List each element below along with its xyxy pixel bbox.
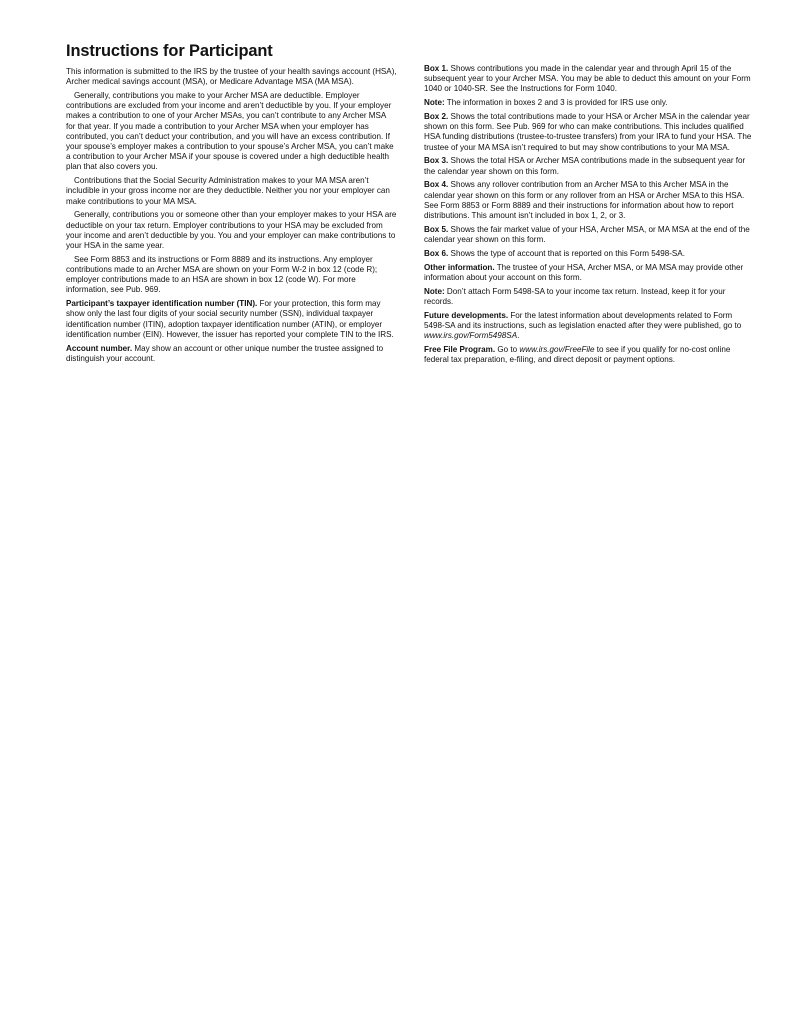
future-developments-text: For the latest information about developments related to Form 5498-SA and its instructions, such as legislation enacted after they were published, go to (424, 310, 742, 330)
account-number-paragraph (66, 344, 397, 364)
note-attach-text: Don’t attach Form 5498-SA to your income tax return. Instead, keep it for your records. (424, 286, 726, 306)
box1-heading: Box 1. (424, 64, 449, 73)
box3-heading: Box 3. (424, 156, 449, 166)
right-column (424, 64, 754, 369)
box4-paragraph (424, 180, 754, 221)
form5498sa-link[interactable]: www.irs.gov/Form5498SA (424, 331, 518, 341)
box2-text: Shows the total contributions made to your HSA or Archer MSA in the calendar year shown on this form. See Pub. 969 for who can make contributions. This includes qualified HSA funding distributions (trustee-to-trustee transfers) from your IRA to fund your HSA. The trustee of your MA MSA isn’t required to but may show contributions to your MA MSA. (424, 112, 752, 152)
free-file-paragraph (424, 345, 754, 365)
hsa-contributions-paragraph: Generally, contributions you or someone other than your employer makes to your HSA are deductible on your tax return. Employer contributions to your HSA may be excluded from your income and aren’t deductible by you. You and your employer can make contributions to your HSA in the same year. (66, 210, 397, 251)
free-file-text-end: to see if you qualify for no-cost online federal tax preparation, e-filing, and direct deposit or payment options. (424, 344, 731, 365)
tin-heading: Participant’s taxpayer identification number (TIN). (66, 299, 258, 309)
note-irs-use-text: The information in boxes 2 and 3 is provided for IRS use only. (444, 98, 668, 108)
free-file-text-start: Go to (495, 344, 520, 354)
intro-paragraph: This information is submitted to the IRS by the trustee of your health savings account (HSA), Archer medical savings account (MSA), or Medicare Advantage MSA (MA MSA). (66, 67, 397, 87)
box5-text: Shows the fair market value of your HSA, Archer MSA, or MA MSA at the end of the calendar year shown on this form. (424, 224, 750, 245)
account-number-text: May show an account or other unique number the trustee assigned to distinguish your account. (66, 343, 384, 363)
box3-paragraph (424, 156, 754, 176)
tin-text: For your protection, this form may show only the last four digits of your social security number (SSN), individual taxpayer identification number (ITIN), adoption taxpayer identification number (ATIN), or employer identification number (EIN). However, the issuer has reported your complete TIN to the IRS. (66, 299, 394, 339)
forms-reference-paragraph: See Form 8853 and its instructions or Form 8889 and its instructions. Any employer contributions made to an Archer MSA are shown on your Form W-2 in box 12 (code R); employer contributions made to an HSA are shown in box 12 (code W). For more information, see Pub. 969. (66, 254, 378, 295)
future-developments-heading: Future developments. (424, 310, 509, 320)
other-information-paragraph (424, 263, 754, 283)
box4-heading: Box 4. (424, 180, 449, 190)
page-title: Instructions for Participant (66, 42, 273, 60)
box1-paragraph (424, 64, 754, 95)
account-number-heading: Account number. (66, 343, 133, 353)
archer-msa-paragraph: Generally, contributions you make to your Archer MSA are deductible. Employer contributions are excluded from your income and aren’t deductible by you. If your employer makes a contribution to one of your Archer MSAs, you can’t contribute to any Archer MSA for that year. If you made a contribution to your Archer MSA when your employer has contributed, you can’t deduct your contribution, and you will have an excess contribution. If your spouse’s employer makes a contribution to your spouse’s Archer MSA, you can’t make a contribution to your Archer MSA if your spouse is covered under a high deductible health plan that also covers you. (66, 91, 394, 172)
free-file-heading: Free File Program. (424, 344, 496, 354)
ssa-contributions-paragraph: Contributions that the Social Security Administration makes to your MA MSA aren’t includible in your gross income nor are they deductible. Neither you nor your employer can make contributions to your MA MSA. (66, 176, 390, 206)
box1-text: Shows contributions you made in the calendar year and through April 15 of the subsequent year to your Archer MSA. You may be able to deduct this amount on your Form 1040 or 1040-SR. See the Instructions for Form 1040. (424, 64, 751, 94)
note-irs-use-paragraph (424, 98, 754, 108)
future-developments-paragraph (424, 311, 754, 342)
box2-heading: Box 2. (424, 112, 449, 121)
note-irs-use-heading: Note: (424, 98, 445, 108)
other-information-text: The trustee of your HSA, Archer MSA, or MA MSA may provide other information about your account on this form. (424, 262, 744, 282)
tin-paragraph (66, 299, 397, 340)
note-attach-paragraph (424, 287, 754, 307)
box4-text: Shows any rollover contribution from an Archer MSA to this Archer MSA in the calendar year shown on this form or any rollover from an HSA or Archer MSA to this HSA. See Form 8853 or Form 8889 and their instructions for information about how to report distributions. This amount isn’t included in box 1, 2, or 3. (424, 180, 745, 221)
note-attach-heading: Note: (424, 286, 445, 296)
box6-text: Shows the type of account that is reported on this Form 5498-SA. (448, 248, 685, 258)
box6-paragraph (424, 249, 754, 259)
box2-paragraph (424, 112, 754, 153)
box5-heading: Box 5. (424, 224, 449, 234)
box5-paragraph (424, 225, 754, 245)
other-information-heading: Other information. (424, 262, 495, 272)
box6-heading: Box 6. (424, 248, 449, 258)
future-developments-end: . (517, 331, 520, 341)
freefile-link[interactable]: www.irs.gov/FreeFile (519, 344, 595, 354)
left-column (66, 42, 397, 368)
box3-text: Shows the total HSA or Archer MSA contributions made in the subsequent year for the calendar year shown on this form. (424, 156, 746, 176)
